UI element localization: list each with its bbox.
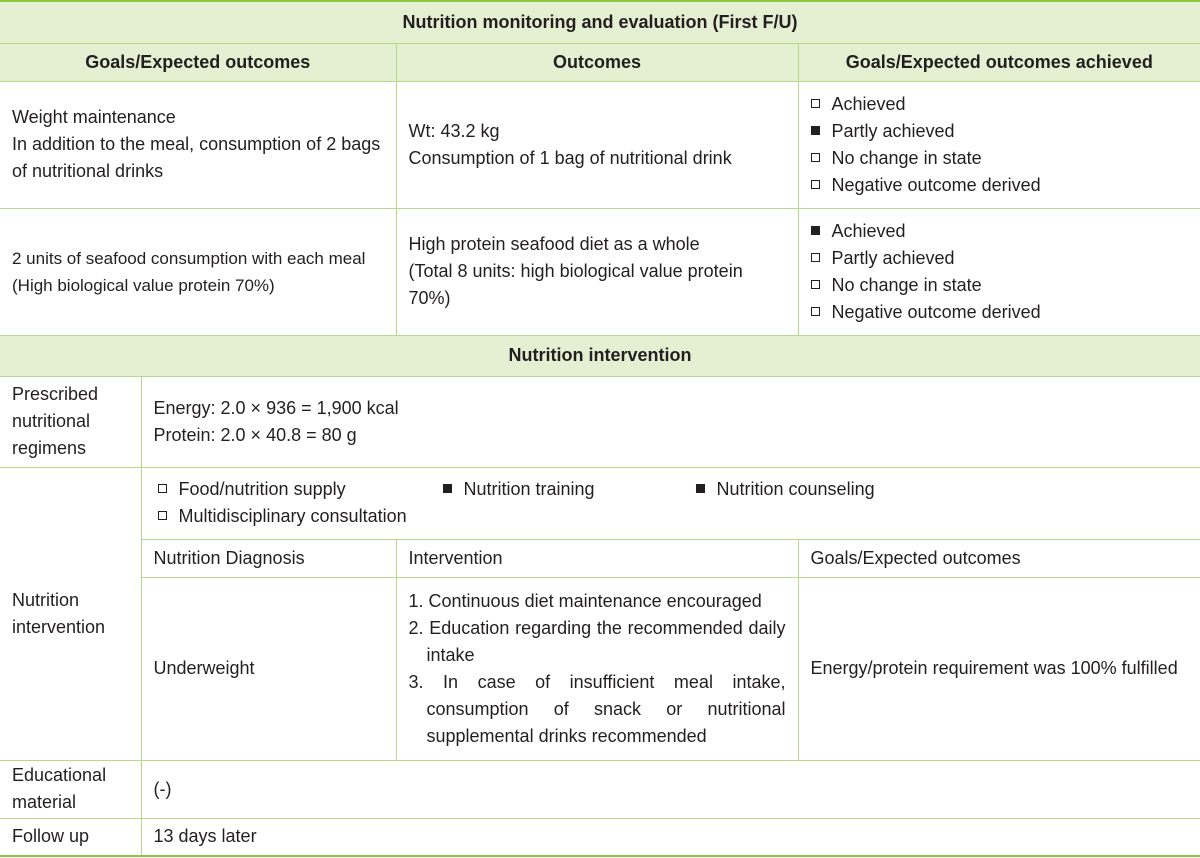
subheader-expected-outcomes: Goals/Expected outcomes: [798, 539, 1200, 577]
checkbox-no-change: No change in state: [811, 272, 1189, 299]
intervention-list-cell: [396, 577, 798, 760]
services-cell: [141, 467, 1200, 539]
empty-square-icon: [811, 99, 820, 108]
prescribed-label: Prescribed nutritional regimens: [0, 376, 141, 467]
checkbox-no-change: No change in state: [811, 145, 1189, 172]
achieved-cell: [798, 208, 1200, 335]
list-item: 1. Continuous diet maintenance encouraged: [408, 590, 762, 611]
empty-square-icon: [811, 307, 820, 316]
header-goals: Goals/Expected outcomes: [0, 43, 396, 81]
diagnosis-cell: Underweight: [141, 577, 396, 760]
goals-cell: Weight maintenance In addition to the meal, consumption of 2 bags of nutritional drinks: [0, 81, 396, 208]
monitoring-row: [0, 81, 1200, 208]
educational-material-label: Educational material: [0, 760, 141, 818]
empty-square-icon: [158, 511, 167, 520]
subheader-diagnosis: Nutrition Diagnosis: [141, 539, 396, 577]
checkbox-partly-achieved: Partly achieved: [811, 245, 1189, 272]
empty-square-icon: [811, 153, 820, 162]
checkbox-achieved: Achieved: [811, 91, 1189, 118]
empty-square-icon: [811, 280, 820, 289]
filled-square-icon: [443, 484, 452, 493]
intervention-title: Nutrition intervention: [0, 335, 1200, 376]
goals-cell: 2 units of seafood consumption with each meal (High biological value protein 70%): [0, 208, 396, 335]
empty-square-icon: [158, 484, 167, 493]
service-multidisciplinary: Multidisciplinary consultation: [154, 503, 1189, 530]
list-item: 2. Education regarding the recommended daily intake: [408, 617, 786, 665]
service-nutrition-training: Nutrition training: [443, 476, 696, 503]
empty-square-icon: [811, 180, 820, 189]
checkbox-partly-achieved: Partly achieved: [811, 118, 1189, 145]
follow-up-value: 13 days later: [141, 818, 1200, 856]
header-outcomes: Outcomes: [396, 43, 798, 81]
list-item: 3. In case of insufficient meal intake, consumption of snack or nutritional supplemental drinks recommended: [408, 671, 786, 746]
filled-square-icon: [811, 226, 820, 235]
follow-up-label: Follow up: [0, 818, 141, 856]
filled-square-icon: [811, 126, 820, 135]
educational-material-value: (-): [141, 760, 1200, 818]
service-food-supply: Food/nutrition supply: [154, 476, 443, 503]
prescribed-values: Energy: 2.0 × 936 = 1,900 kcal Protein: 2.0 × 40.8 = 80 g: [141, 376, 1200, 467]
filled-square-icon: [696, 484, 705, 493]
monitoring-row: [0, 208, 1200, 335]
nutrition-intervention-label: Nutrition intervention: [0, 467, 141, 760]
expected-outcome-cell: Energy/protein requirement was 100% fulfilled: [798, 577, 1200, 760]
outcomes-cell: High protein seafood diet as a whole (Total 8 units: high biological value protein 70%): [396, 208, 798, 335]
checkbox-achieved: Achieved: [811, 218, 1189, 245]
service-nutrition-counseling: Nutrition counseling: [696, 476, 875, 503]
checkbox-negative: Negative outcome derived: [811, 172, 1189, 199]
checkbox-negative: Negative outcome derived: [811, 299, 1189, 326]
outcomes-cell: Wt: 43.2 kg Consumption of 1 bag of nutritional drink: [396, 81, 798, 208]
empty-square-icon: [811, 253, 820, 262]
header-achieved: Goals/Expected outcomes achieved: [798, 43, 1200, 81]
subheader-intervention: Intervention: [396, 539, 798, 577]
achieved-cell: [798, 81, 1200, 208]
monitoring-title: Nutrition monitoring and evaluation (First F/U): [0, 1, 1200, 43]
